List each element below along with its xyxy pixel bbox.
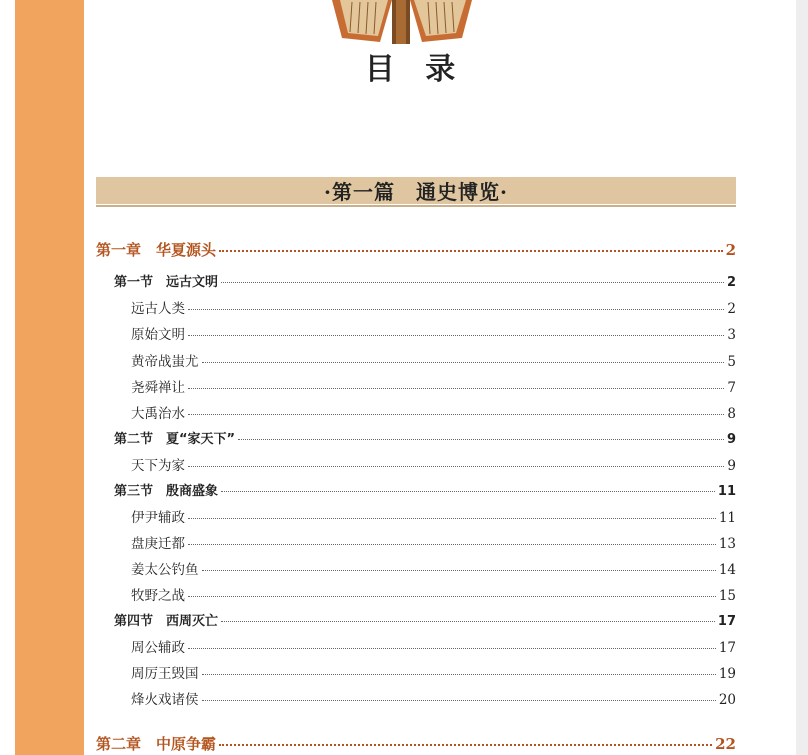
toc-page-number: 2 [727,301,736,317]
toc-page-number: 15 [718,588,736,604]
toc-page-number: 9 [726,432,736,447]
toc-chapter-row[interactable] [96,733,736,754]
toc-page-number: 11 [718,510,736,526]
page-title: 目 录 [364,52,466,87]
scrollbar-track[interactable] [796,0,808,755]
toc-section-label: 第二节 夏“家天下” [114,432,236,447]
toc-entry-label: 黄帝战蚩尤 [131,354,199,370]
toc-page-number: 19 [718,666,736,682]
toc-entry-label: 姜太公钓鱼 [131,562,199,578]
toc-entry-label: 伊尹辅政 [131,510,185,526]
divider [96,205,736,207]
toc-entry-label: 周公辅政 [131,640,185,656]
toc-entry-row[interactable] [131,376,736,396]
toc-entry-label: 盘庚迁都 [131,536,185,552]
toc-entry-row[interactable] [131,350,736,370]
toc-entry-label: 大禹治水 [131,406,185,422]
toc-entry-row[interactable] [131,297,736,317]
toc-section-label: 第一节 远古文明 [114,275,219,290]
dot-leader [219,250,723,252]
toc-chapter-label: 第二章 中原争霸 [96,735,217,753]
toc-page-number: 7 [727,380,736,396]
toc-page-number: 17 [717,614,736,629]
toc-page-number: 5 [727,354,736,370]
dot-leader [188,544,716,545]
toc-page-number: 22 [715,735,736,753]
toc-page-number: 11 [717,484,736,499]
dot-leader [221,621,715,622]
toc-page-number: 2 [725,241,736,259]
dot-leader [202,674,716,675]
dot-leader [202,570,716,571]
toc-page-number: 3 [727,327,736,343]
toc-section-row[interactable] [114,271,736,290]
toc-page-number: 8 [727,406,736,422]
dot-leader [188,335,724,336]
toc-section-row[interactable] [114,480,736,499]
toc-section-label: 第四节 西周灭亡 [114,614,219,629]
toc-entry-row[interactable] [131,323,736,343]
toc-chapter-label: 第一章 华夏源头 [96,241,217,259]
toc-page-number: 20 [718,692,736,708]
toc-entry-label: 原始文明 [131,327,185,343]
dot-leader [238,439,724,440]
dot-leader [188,414,724,415]
bamboo-book-illustration [322,0,482,44]
dot-leader [202,700,716,701]
toc-entry-row[interactable] [131,532,736,552]
toc-entry-label: 烽火戏诸侯 [131,692,199,708]
toc-entry-row[interactable] [131,402,736,422]
part-title: ·第一篇 通史博览· [324,180,508,204]
toc-page-number: 14 [718,562,736,578]
toc-entry-label: 远古人类 [131,301,185,317]
dot-leader [188,648,716,649]
toc-entry-row[interactable] [131,454,736,474]
dot-leader [221,491,715,492]
toc-page-number: 9 [727,458,736,474]
toc-entry-row[interactable] [131,688,736,708]
toc-page-number: 2 [726,275,736,290]
toc-entry-label: 天下为家 [131,458,185,474]
toc-section-label: 第三节 殷商盛象 [114,484,219,499]
toc-page-number: 17 [718,640,736,656]
dot-leader [188,466,724,467]
toc-entry-label: 牧野之战 [131,588,185,604]
toc-entry-row[interactable] [131,558,736,578]
dot-leader [202,362,725,363]
dot-leader [188,388,724,389]
part-header-banner [96,177,736,204]
toc-entry-label: 周厉王毁国 [131,666,199,682]
toc-entry-row[interactable] [131,506,736,526]
page-margin-band [15,0,84,755]
toc-entry-row[interactable] [131,636,736,656]
dot-leader [188,518,716,519]
toc-page-number: 13 [718,536,736,552]
dot-leader [219,744,712,746]
toc-chapter-row[interactable] [96,239,736,260]
dot-leader [188,309,724,310]
toc-section-row[interactable] [114,428,736,447]
dot-leader [221,282,724,283]
toc-entry-label: 尧舜禅让 [131,380,185,396]
toc-entry-row[interactable] [131,662,736,682]
dot-leader [188,596,716,597]
toc-entry-row[interactable] [131,584,736,604]
toc-section-row[interactable] [114,610,736,629]
